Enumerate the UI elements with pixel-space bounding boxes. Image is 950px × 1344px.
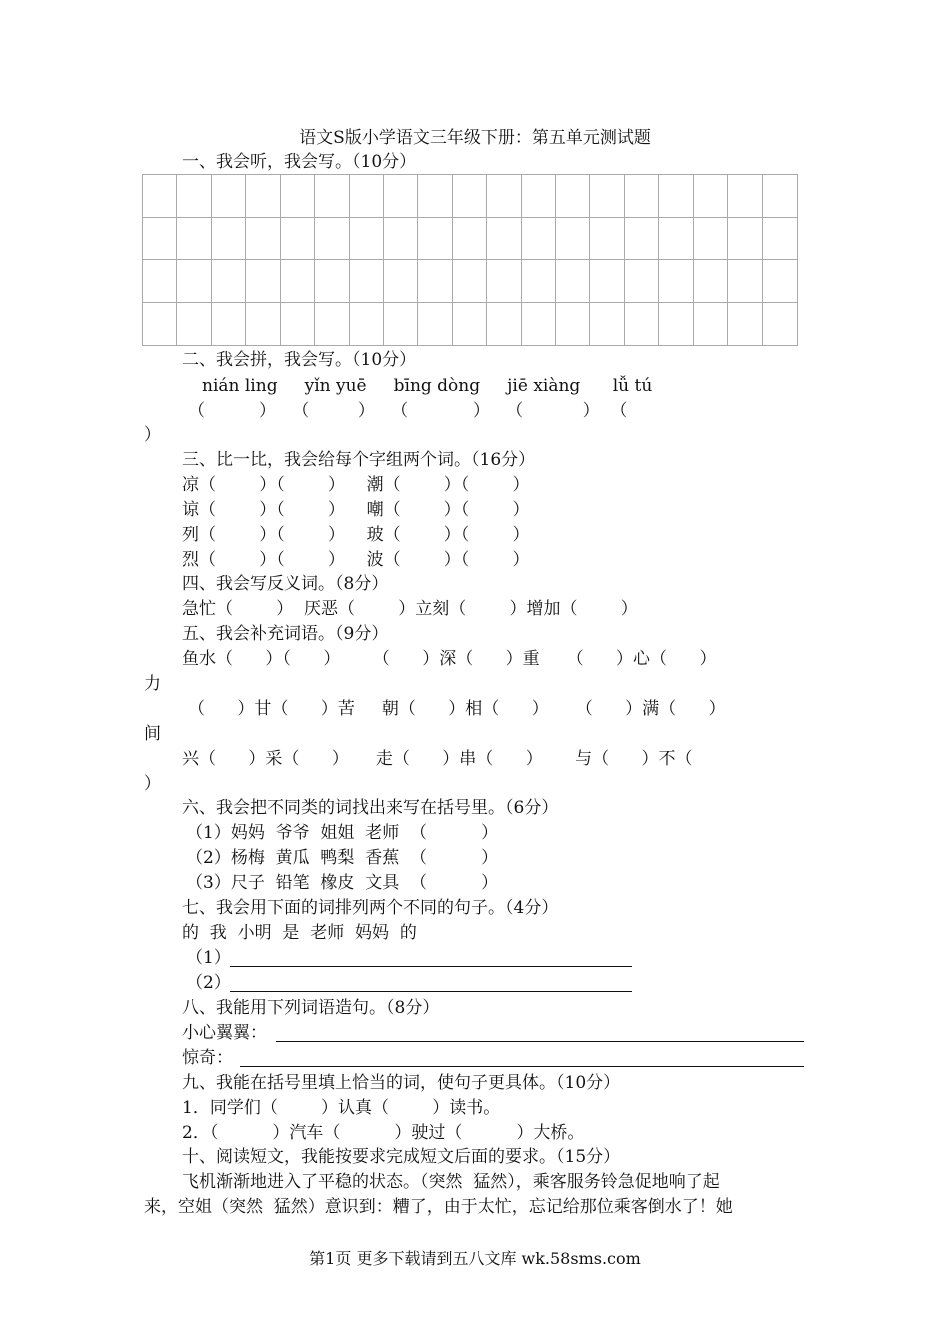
q7-answer-line-2[interactable]: [230, 991, 632, 992]
q2-pinyin: nián ling yǐn yuē bīng dòng jiē xiàng lǚ tú: [202, 376, 653, 396]
q8-answer-line-1[interactable]: [276, 1041, 804, 1042]
q3-row[interactable]: 凉（ ）（ ） 潮（ ）（ ）: [182, 475, 530, 495]
q7-answer-line-1[interactable]: [230, 966, 632, 967]
q5-row[interactable]: 兴（ ）采（ ） 走（ ）串（ ） 与（ ）不（: [182, 749, 693, 769]
q6-heading: 六、我会把不同类的词找出来写在括号里。（6分）: [182, 798, 559, 818]
q2-brackets[interactable]: （ ） （ ） （ ） （ ） （: [188, 401, 628, 421]
q5-wrap: 间: [144, 724, 161, 744]
writing-grid[interactable]: [142, 174, 798, 346]
q8-word-label: 小心翼翼：: [182, 1023, 267, 1043]
q7-heading: 七、我会用下面的词排列两个不同的句子。（4分）: [182, 898, 559, 918]
q8-word-label: 惊奇：: [182, 1048, 233, 1068]
q6-row[interactable]: （2）杨梅 黄瓜 鸭梨 香蕉 （ ）: [186, 848, 499, 868]
q6-row[interactable]: （3）尺子 铅笔 橡皮 文具 （ ）: [186, 873, 499, 893]
q9-row[interactable]: 1．同学们（ ）认真（ ）读书。: [182, 1098, 501, 1118]
q5-row[interactable]: （ ）甘（ ）苦 朝（ ）相（ ） （ ）满（ ）: [188, 699, 726, 719]
q2-wrap: ）: [144, 425, 161, 445]
q4-heading: 四、我会写反义词。（8分）: [182, 574, 389, 594]
q7-answer-label: （1）: [186, 948, 231, 968]
q4-row[interactable]: 急忙（ ） 厌恶（ ）立刻（ ）增加（ ）: [182, 599, 638, 619]
q6-row[interactable]: （1）妈妈 爷爷 姐姐 老师 （ ）: [186, 823, 499, 843]
q8-answer-line-2[interactable]: [240, 1066, 804, 1067]
q5-row[interactable]: 鱼水（ ）（ ） （ ）深（ ）重 （ ）心（ ）: [182, 649, 717, 669]
q9-heading: 九、我能在括号里填上恰当的词，使句子更具体。（10分）: [182, 1073, 621, 1093]
q7-answer-label: （2）: [186, 973, 231, 993]
q5-wrap: ）: [144, 774, 161, 794]
q8-heading: 八、我能用下列词语造句。（8分）: [182, 998, 440, 1018]
q3-heading: 三、比一比，我会给每个字组两个词。（16分）: [182, 450, 536, 470]
q10-paragraph: 飞机渐渐地进入了平稳的状态。（突然 猛然），乘客服务铃急促地响了起: [182, 1172, 720, 1192]
q3-row[interactable]: 列（ ）（ ） 玻（ ）（ ）: [182, 525, 530, 545]
q3-row[interactable]: 烈（ ）（ ） 波（ ）（ ）: [182, 550, 530, 570]
q9-row[interactable]: 2．（ ）汽车（ ）驶过（ ）大桥。: [182, 1123, 585, 1143]
q10-heading: 十、阅读短文，我能按要求完成短文后面的要求。（15分）: [182, 1147, 621, 1167]
page-title: 语文S版小学语文三年级下册：第五单元测试题: [299, 128, 651, 148]
q3-row[interactable]: 谅（ ）（ ） 嘲（ ）（ ）: [182, 500, 530, 520]
page-footer: 第1页 更多下载请到五八文库 wk.58sms.com: [309, 1249, 641, 1268]
q7-words: 的 我 小明 是 老师 妈妈 的: [182, 923, 417, 943]
q10-paragraph: 来，空姐（突然 猛然）意识到：糟了，由于太忙，忘记给那位乘客倒水了！她: [144, 1197, 733, 1217]
q2-heading: 二、我会拼，我会写。（10分）: [182, 350, 417, 370]
q5-heading: 五、我会补充词语。（9分）: [182, 624, 389, 644]
q5-wrap: 力: [144, 674, 161, 694]
q1-heading: 一、我会听，我会写。（10分）: [182, 152, 417, 172]
